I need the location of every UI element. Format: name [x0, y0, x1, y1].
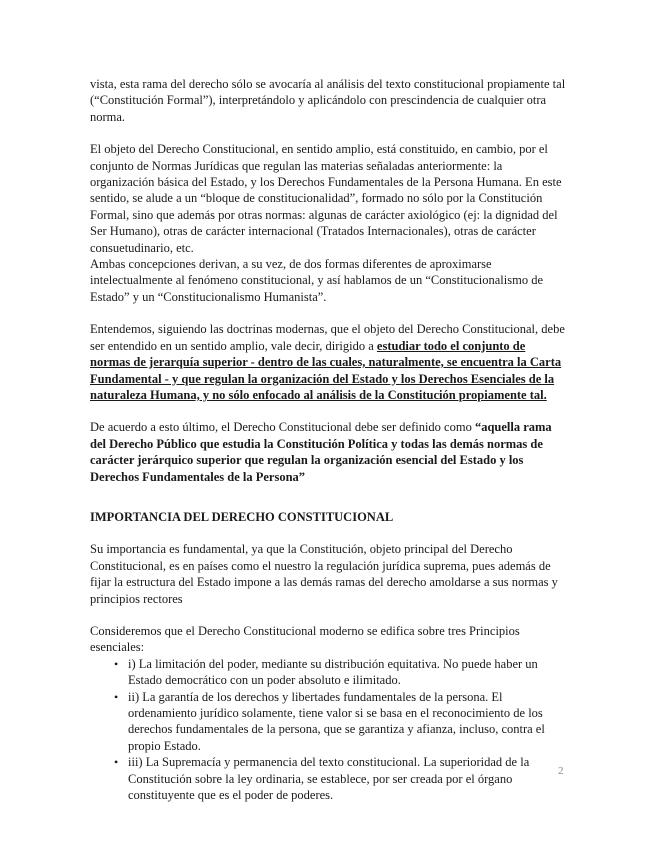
paragraph-definicion-text: De acuerdo a esto último, el Derecho Constitucional debe ser definido como: [90, 420, 475, 435]
section-heading: IMPORTANCIA DEL DERECHO CONSTITUCIONAL: [90, 509, 394, 524]
page-content: [90, 76, 568, 803]
paragraph-principios-intro: Consideremos que el Derecho Constitucional moderno se edifica sobre tres Principios esenciales:: [90, 623, 520, 655]
list-item-text: i) La limitación del poder, mediante su distribución equitativa. No puede haber un Estado democrático con un poder absoluto e ilimitado.: [128, 656, 538, 688]
list-item: [90, 689, 568, 755]
paragraph-continuation: vista, esta rama del derecho sólo se avocaría al análisis del texto constitucional propiamente tal (“Constitución Formal”), interpretándolo y aplicándolo con prescindencia de cualquier otra norma.: [90, 77, 566, 124]
bullet-icon: •: [114, 656, 119, 671]
paragraph-definicion-emphasis: “aquella rama del Derecho Público que estudia la Constitución Política y todas las demás normas de carácter jerárquico superior que regulan la organización esencial del Estado y los Derechos Fundamentales de la Persona”: [90, 420, 552, 484]
list-item: [90, 656, 568, 689]
paragraph-objeto: El objeto del Derecho Constitucional, en sentido amplio, está constituido, en cambio, por el conjunto de Normas Jurídicas que regulan las materias señaladas anteriormente: la organización básica del Estado, y los Derechos Fundamentales de la Persona Humana. En este sentido, se alude a un “bloque de constitucionalidad”, formado no sólo por la Constitución Formal, sino que además por otras normas: algunas de carácter axiológico (ej: la dignidad del Ser Humano), otras de carácter internacional (Tratados Internacionales), otras de carácter consuetudinario, etc.: [90, 142, 562, 255]
bullet-icon: •: [114, 689, 119, 704]
paragraph-entendemos-text: Entendemos, siguiendo las doctrinas modernas, que el objeto del Derecho Constitucional, debe ser entendido en un sentido amplio, vale decir, dirigido a: [90, 322, 565, 353]
paragraph-concepciones: Ambas concepciones derivan, a su vez, de dos formas diferentes de aproximarse intelectualmente al fenómeno constitucional, y así hablamos de un “Constitucionalismo de Estado” y un “Constitucionalismo Humanista”.: [90, 257, 544, 304]
page-number: 2: [558, 765, 564, 777]
paragraph-definicion: [90, 419, 568, 485]
list-item-text: iii) La Supremacía y permanencia del texto constitucional. La superioridad de la Constitución sobre la ley ordinaria, se establece, por ser creada por el órgano constituyente que es el poder de poderes.: [128, 755, 530, 803]
list-item-text: ii) La garantía de los derechos y libertades fundamentales de la persona. El ordenamiento jurídico solamente, tiene valor si se basa en el reconocimiento de los derechos fundamentales de la persona, que se garantiza y afianza, incluso, contra el propio Estado.: [128, 689, 545, 753]
list-item: [90, 754, 568, 803]
bullet-icon: •: [114, 755, 119, 770]
paragraph-entendemos: [90, 321, 568, 403]
principles-list: [90, 656, 568, 804]
paragraph-entendemos-emphasis: estudiar todo el conjunto de normas de jerarquía superior - dentro de las cuales, naturalmente, se encuentra la Carta Fundamental - y que regulan la organización del Estado y los Derechos Esenciales de la naturaleza Humana, y no sólo enfocado al análisis de la Constitución propiamente tal.: [90, 338, 562, 402]
paragraph-importancia: Su importancia es fundamental, ya que la Constitución, objeto principal del Derecho Constitucional, es en países como el nuestro la regulación jurídica suprema, pues además de fijar la estructura del Estado impone a las demás ramas del derecho amoldarse a sus normas y principios rectores: [90, 542, 558, 606]
